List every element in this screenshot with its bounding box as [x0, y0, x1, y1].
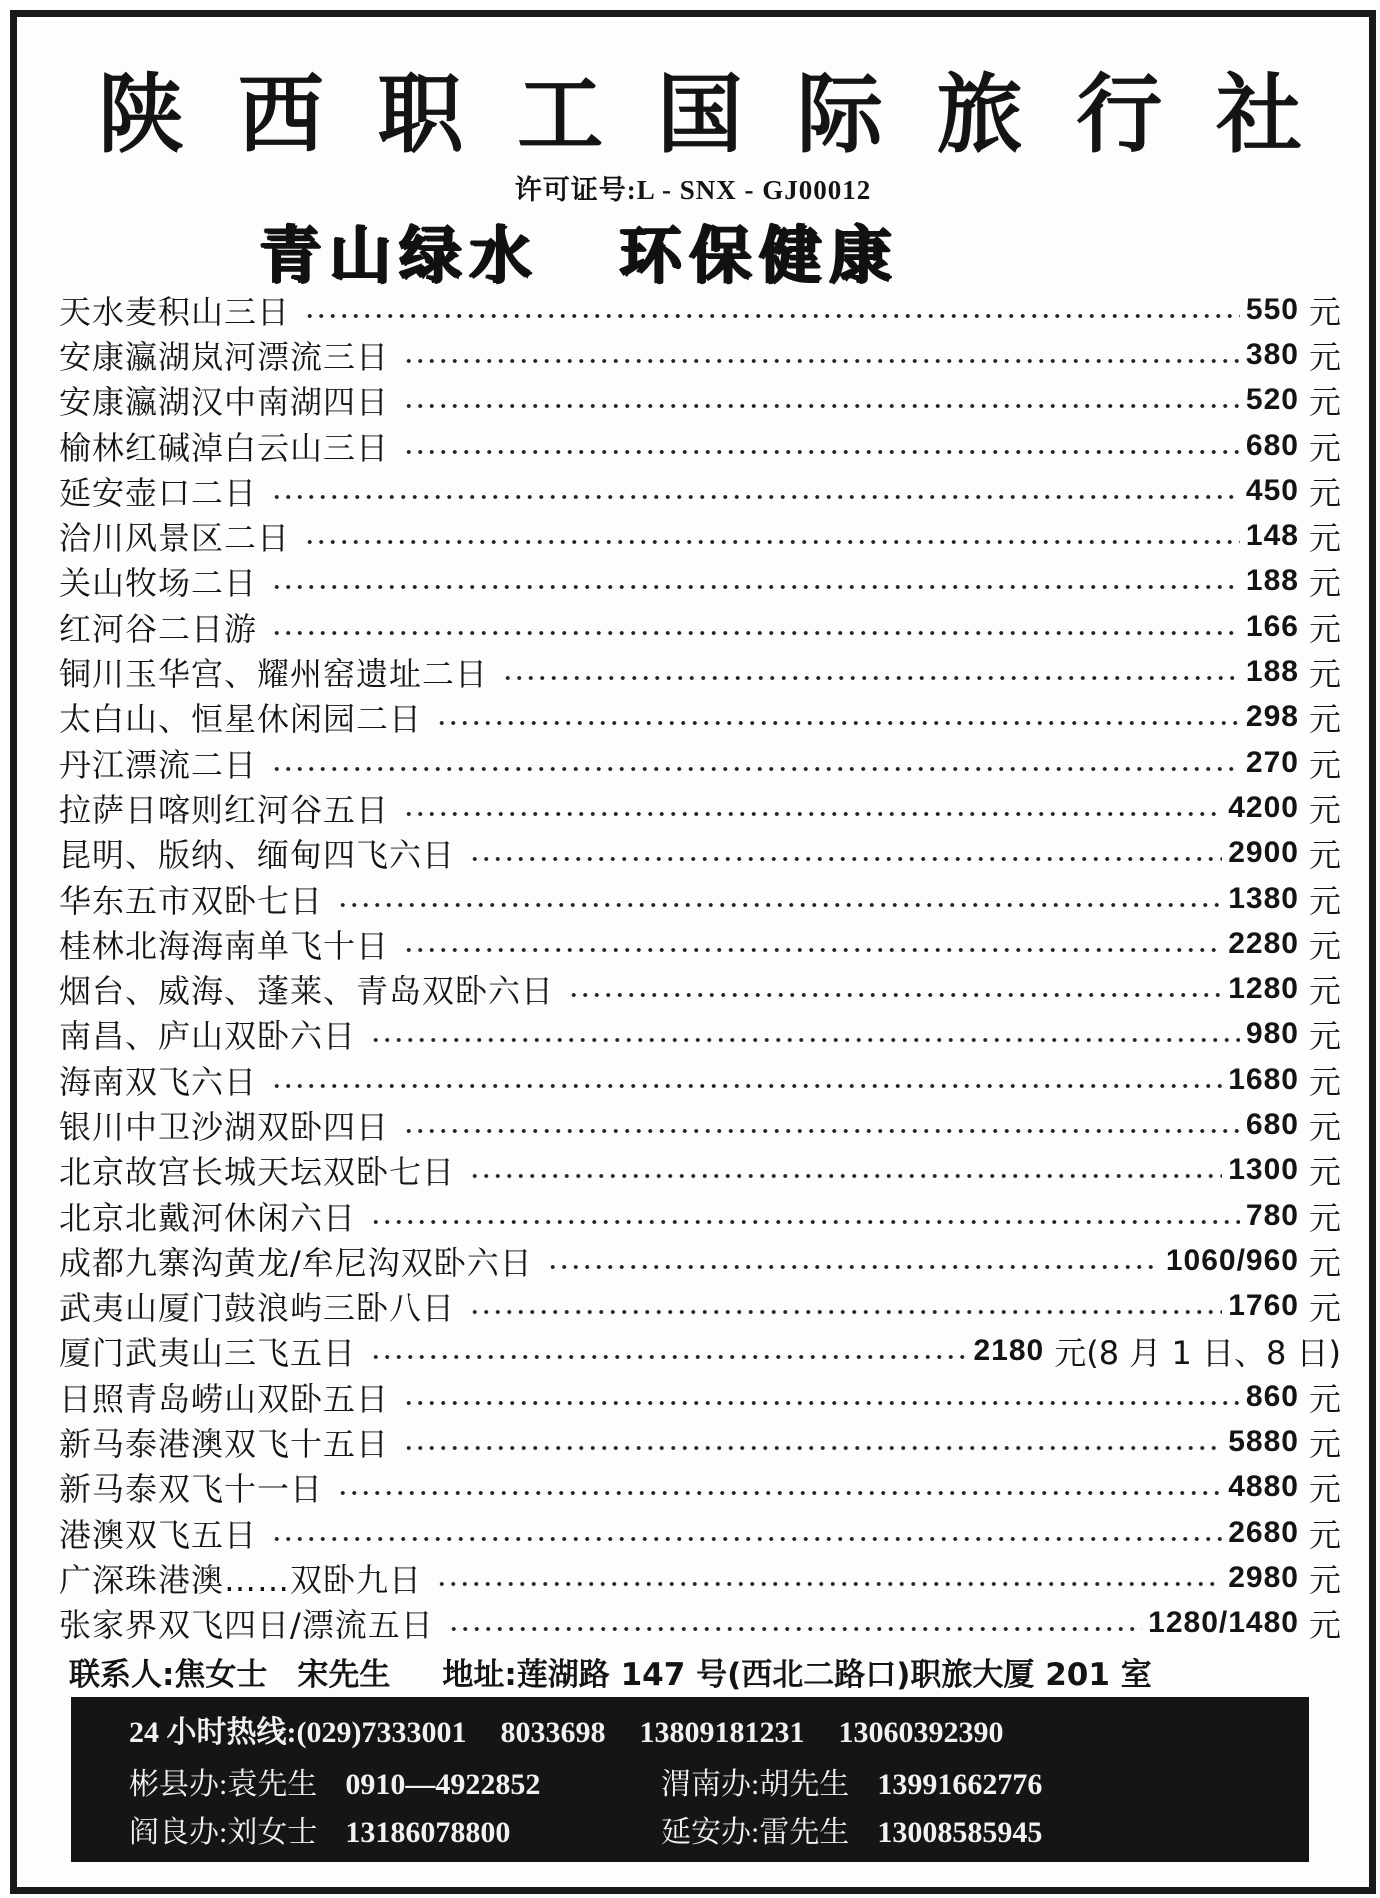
dot-leader — [448, 1608, 1142, 1638]
route-price: 2900 — [1228, 836, 1299, 870]
route-name: 武夷山厦门鼓浪屿三卧八日 — [59, 1289, 456, 1328]
hotline-label: 24 小时热线:(029)7333001 — [129, 1716, 467, 1749]
price-unit: 元 — [1308, 881, 1341, 920]
hotline-banner — [71, 1697, 1309, 1862]
office-binxian — [129, 1759, 540, 1803]
route-price: 4200 — [1228, 790, 1299, 824]
route-name: 拉萨日喀则红河谷五日 — [59, 790, 390, 829]
route-row — [59, 831, 1341, 876]
price-unit: 元 — [1308, 1017, 1341, 1056]
price-unit: 元 — [1308, 1560, 1341, 1599]
route-price: 1280/1480 — [1148, 1606, 1299, 1640]
title-char: 西 — [237, 64, 324, 165]
route-name: 烟台、威海、蓬莱、青岛双卧六日 — [59, 972, 555, 1011]
route-row — [59, 287, 1341, 332]
price-unit: 元 — [1308, 972, 1341, 1011]
route-price-list — [59, 287, 1341, 1646]
price-unit: 元 — [1308, 1379, 1341, 1418]
route-row — [59, 740, 1341, 785]
route-row — [59, 1329, 1341, 1374]
address: 地址:莲湖路 147 号(西北二路口)职旅大厦 201 室 — [442, 1657, 1152, 1693]
route-row — [59, 649, 1341, 694]
office-name: 延安办:雷先生 — [661, 1816, 850, 1849]
price-unit: 元 — [1308, 1606, 1341, 1645]
route-price: 188 — [1245, 655, 1299, 689]
dot-leader — [403, 793, 1222, 823]
route-name: 海南双飞六日 — [59, 1062, 258, 1101]
price-unit: 元 — [1308, 926, 1341, 965]
route-price: 166 — [1245, 609, 1299, 643]
price-unit: 元 — [1308, 1062, 1341, 1101]
price-unit: 元 — [1308, 700, 1341, 739]
route-name: 新马泰双飞十一日 — [59, 1470, 324, 1509]
route-price: 550 — [1245, 292, 1299, 326]
route-price: 1760 — [1228, 1289, 1299, 1323]
route-name: 昆明、版纳、缅甸四飞六日 — [59, 836, 456, 875]
route-row — [59, 604, 1341, 649]
route-row — [59, 1374, 1341, 1419]
dot-leader — [469, 1291, 1222, 1321]
route-name: 安康瀛湖岚河漂流三日 — [59, 337, 390, 376]
agency-title — [29, 65, 1357, 165]
dot-leader — [403, 340, 1240, 370]
route-row — [59, 423, 1341, 468]
route-price: 680 — [1245, 428, 1299, 462]
title-char: 国 — [657, 64, 743, 165]
dot-leader — [502, 657, 1240, 687]
office-phone: 13008585945 — [877, 1816, 1043, 1849]
dot-leader — [271, 1065, 1222, 1095]
route-name: 港澳双飞五日 — [59, 1515, 258, 1554]
route-row — [59, 1102, 1341, 1147]
dot-leader — [403, 1382, 1240, 1412]
advertisement-body — [29, 25, 1357, 1879]
route-price: 1280 — [1228, 972, 1299, 1006]
office-yanliang — [129, 1807, 510, 1851]
route-name: 日照青岛崂山双卧五日 — [59, 1379, 390, 1418]
route-name: 银川中卫沙湖双卧四日 — [59, 1108, 390, 1146]
route-price: 980 — [1245, 1017, 1299, 1051]
dot-leader — [271, 1518, 1222, 1548]
route-price: 520 — [1245, 383, 1299, 417]
price-unit: 元 — [1308, 655, 1341, 694]
route-name: 铜川玉华宫、耀州窑遗址二日 — [59, 655, 489, 694]
dot-leader — [403, 385, 1240, 415]
slogan-left: 青山绿水 — [259, 218, 540, 291]
route-row — [59, 966, 1341, 1011]
route-price: 450 — [1245, 473, 1299, 507]
route-row — [59, 1601, 1341, 1646]
dot-leader — [436, 702, 1240, 732]
route-row — [59, 332, 1341, 377]
route-name: 成都九寨沟黄龙/牟尼沟双卧六日 — [59, 1243, 533, 1282]
dot-leader — [271, 748, 1240, 778]
route-row — [59, 876, 1341, 921]
price-unit: 元 — [1308, 473, 1341, 512]
route-price: 780 — [1245, 1198, 1299, 1232]
route-row — [59, 1238, 1341, 1283]
dot-leader — [370, 1201, 1240, 1231]
route-row — [59, 1057, 1341, 1102]
route-row — [59, 1555, 1341, 1600]
title-char: 职 — [377, 64, 464, 165]
price-unit: 元 — [1308, 1289, 1341, 1328]
price-unit: 元 — [1308, 1108, 1341, 1146]
route-name: 太白山、恒星休闲园二日 — [59, 700, 423, 739]
route-name: 丹江漂流二日 — [59, 745, 258, 784]
price-unit: 元 — [1308, 1153, 1341, 1192]
route-name: 华东五市双卧七日 — [59, 881, 324, 920]
route-row — [59, 468, 1341, 513]
office-yanan — [661, 1807, 1042, 1851]
route-price: 188 — [1245, 564, 1299, 598]
dot-leader — [403, 929, 1222, 959]
dot-leader — [337, 1472, 1222, 1502]
route-name: 延安壶口二日 — [59, 473, 258, 512]
price-unit: 元 — [1308, 609, 1341, 648]
dot-leader — [304, 295, 1240, 325]
dot-leader — [304, 521, 1240, 551]
route-price: 380 — [1245, 337, 1299, 371]
route-row — [59, 1193, 1341, 1238]
price-unit: 元 — [1308, 428, 1341, 467]
price-unit: 元 — [1308, 1198, 1341, 1237]
route-price: 148 — [1245, 519, 1299, 553]
office-phone: 13186078800 — [345, 1816, 511, 1849]
route-row — [59, 921, 1341, 966]
route-price: 270 — [1245, 745, 1299, 779]
office-phone: 13991662776 — [877, 1768, 1043, 1801]
office-phone: 0910—4922852 — [345, 1768, 541, 1801]
dot-leader — [568, 974, 1222, 1004]
price-unit: 元 — [1308, 519, 1341, 558]
slogan-right: 环保健康 — [619, 218, 900, 291]
title-char: 行 — [1076, 64, 1163, 165]
dot-leader — [547, 1246, 1160, 1276]
dot-leader — [403, 1427, 1222, 1457]
dot-leader — [337, 884, 1222, 914]
route-row — [59, 1284, 1341, 1329]
route-row — [59, 513, 1341, 558]
route-name: 张家界双飞四日/漂流五日 — [59, 1606, 434, 1645]
price-unit: 元 — [1308, 1243, 1341, 1282]
route-row — [59, 1465, 1341, 1510]
route-name: 洽川风景区二日 — [59, 519, 291, 558]
route-price: 4880 — [1228, 1470, 1299, 1504]
route-name: 北京故宫长城天坛双卧七日 — [59, 1153, 456, 1192]
route-price: 2980 — [1228, 1560, 1299, 1594]
dot-leader — [469, 1155, 1222, 1185]
hotline-number: 8033698 — [500, 1716, 606, 1749]
route-row — [59, 1012, 1341, 1057]
dot-leader — [403, 1110, 1240, 1140]
advertisement-frame — [10, 10, 1376, 1894]
hotline-number: 13809181231 — [639, 1716, 805, 1749]
price-unit: 元 — [1308, 1425, 1341, 1464]
route-name: 广深珠港澳……双卧九日 — [59, 1560, 423, 1599]
dot-leader — [370, 1336, 967, 1366]
price-unit: 元 — [1308, 1515, 1341, 1554]
contact-person: 联系人:焦女士 — [69, 1657, 268, 1693]
dot-leader — [403, 431, 1240, 461]
dot-leader — [271, 612, 1240, 642]
price-unit: 元 — [1308, 383, 1341, 422]
route-price: 298 — [1245, 700, 1299, 734]
price-unit: 元 — [1308, 790, 1341, 829]
dot-leader — [436, 1563, 1222, 1593]
dot-leader — [469, 838, 1222, 868]
route-name: 天水麦积山三日 — [59, 292, 291, 331]
route-name: 关山牧场二日 — [59, 564, 258, 603]
route-price: 2280 — [1228, 926, 1299, 960]
dot-leader — [370, 1019, 1240, 1049]
office-name: 彬县办:袁先生 — [129, 1768, 318, 1801]
route-price: 1680 — [1228, 1062, 1299, 1096]
title-char: 际 — [796, 64, 883, 165]
route-row — [59, 785, 1341, 830]
route-price: 860 — [1245, 1379, 1299, 1413]
route-name: 北京北戴河休闲六日 — [59, 1198, 357, 1237]
route-row — [59, 695, 1341, 740]
route-row — [59, 1148, 1341, 1193]
license-number: 许可证号:L - SNX - GJ00012 — [514, 175, 872, 205]
contact-person-2: 宋先生 — [297, 1657, 391, 1693]
route-name: 红河谷二日游 — [59, 609, 258, 648]
route-price: 1300 — [1228, 1153, 1299, 1187]
route-name: 南昌、庐山双卧六日 — [59, 1017, 357, 1056]
route-name: 安康瀛湖汉中南湖四日 — [59, 383, 390, 422]
route-price: 1060/960 — [1165, 1243, 1299, 1277]
hotline-line — [71, 1707, 1309, 1751]
route-row — [59, 1419, 1341, 1464]
route-name: 厦门武夷山三飞五日 — [59, 1334, 357, 1373]
price-unit: 元 — [1308, 1470, 1341, 1509]
hotline-number: 13060392390 — [838, 1716, 1004, 1749]
route-price: 2180 — [973, 1334, 1045, 1368]
route-price: 2680 — [1228, 1515, 1299, 1549]
office-name: 渭南办:胡先生 — [661, 1768, 850, 1801]
route-row — [59, 559, 1341, 604]
route-name: 桂林北海海南单飞十日 — [59, 926, 390, 965]
office-name: 阎良办:刘女士 — [129, 1816, 318, 1849]
dot-leader — [271, 476, 1240, 506]
price-unit: 元 — [1308, 836, 1341, 875]
dot-leader — [271, 566, 1240, 596]
title-char: 工 — [517, 64, 604, 165]
title-char: 旅 — [936, 64, 1023, 165]
office-weinan — [661, 1759, 1042, 1803]
price-unit: 元(8 月 1 日、8 日) — [1054, 1334, 1341, 1373]
title-char: 陕 — [98, 64, 184, 165]
price-unit: 元 — [1308, 745, 1341, 784]
route-row — [59, 378, 1341, 423]
title-char: 社 — [1216, 64, 1302, 165]
route-name: 榆林红碱淖白云山三日 — [59, 428, 390, 467]
route-price: 680 — [1245, 1107, 1299, 1141]
slogan — [259, 217, 899, 293]
contact-line — [69, 1649, 1357, 1694]
price-unit: 元 — [1308, 337, 1341, 376]
route-row — [59, 1510, 1341, 1555]
route-price: 5880 — [1228, 1425, 1299, 1459]
route-price: 1380 — [1228, 881, 1299, 915]
price-unit: 元 — [1308, 564, 1341, 603]
price-unit: 元 — [1308, 292, 1341, 331]
route-name: 新马泰港澳双飞十五日 — [59, 1425, 390, 1464]
